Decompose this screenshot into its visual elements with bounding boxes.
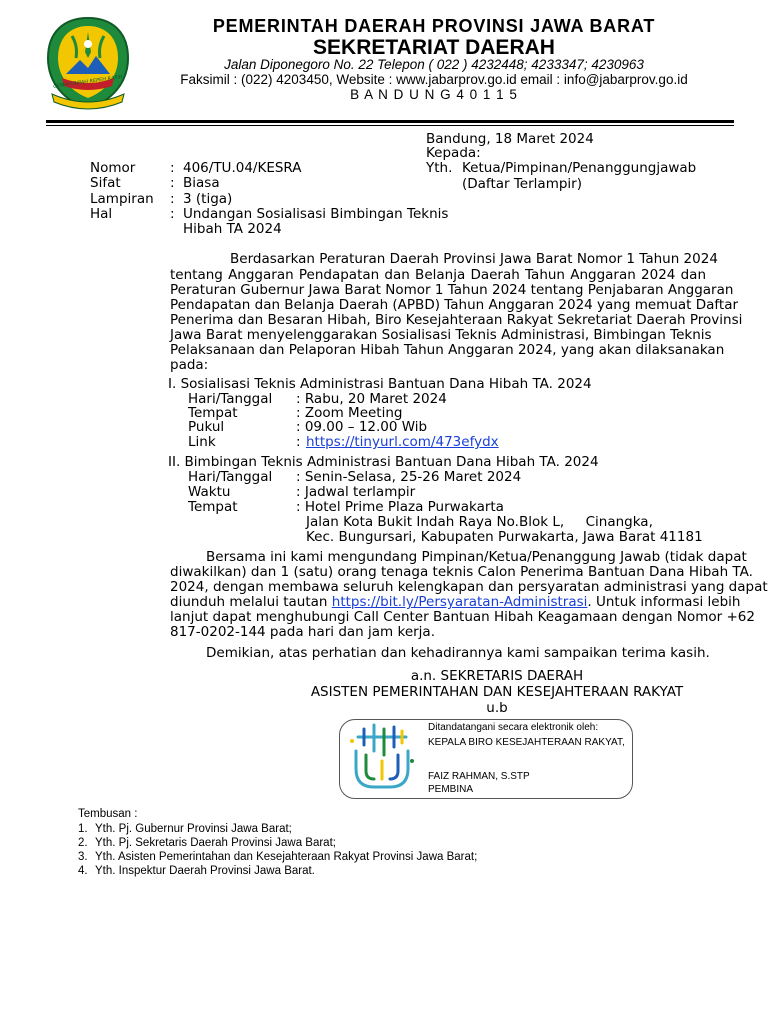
event-1-link-label: Link [188,434,216,450]
tembusan-item: Yth. Asisten Pemerintahan dan Kesejahteraan Rakyat Provinsi Jawa Barat; [95,851,478,863]
body-paragraph-1-line: Pendapatan dan Belanja Daerah (APBD) Tahun Anggaran 2024 yang memuat Daftar [170,297,739,313]
meta-label-nomor: Nomor [90,160,136,176]
esign-note: Ditandatangani secara elektronik oleh: [428,722,599,733]
tembusan-number: 1. [78,823,88,835]
signer-rank: PEMBINA [428,784,474,795]
body-paragraph-2-line: Bersama ini kami mengundang Pimpinan/Ketua/Penanggung Jawab (tidak dapat [206,549,747,565]
e-signature-qr-icon [344,721,420,795]
secretariat-name: SEKRETARIAT DAERAH [313,36,555,59]
event-2-value: : Hotel Prime Plaza Purwakarta [296,499,504,515]
body-paragraph-2-line: 2024, dengan membawa seluruh kelengkapan dan persyaratan administrasi yang dapat [170,579,768,595]
event-2-title: II. Bimbingan Teknis Administrasi Bantuan Dana Hibah TA. 2024 [168,454,599,470]
office-city: B A N D U N G 4 0 1 1 5 [350,87,518,102]
header-rule-thick [46,120,734,123]
signature-an: a.n. SEKRETARIS DAERAH [410,668,584,684]
meta-colon: : [170,191,175,207]
tembusan-number: 4. [78,865,88,877]
tembusan-item: Yth. Inspektur Daerah Provinsi Jawa Barat. [95,865,315,877]
closing-sentence: Demikian, atas perhatian dan kehadirannya kami sampaikan terima kasih. [206,645,710,661]
tembusan-item: Yth. Pj. Sekretaris Daerah Provinsi Jawa Barat; [95,837,336,849]
tembusan-number: 3. [78,851,88,863]
body-paragraph-1-line: Pelaksanaan dan Pelaporan Hibah Tahun Anggaran 2024, yang akan dilaksanakan [170,342,725,358]
letter-date: Bandung, 18 Maret 2024 [426,131,594,147]
event-1-link-colon: : [296,434,301,450]
event-2-label: Tempat [188,499,238,515]
logo-motto: GEMAH RIPAH REPEH RAPIH [52,74,124,90]
body-paragraph-1-line: Penerima dan Besaran Hibah, Biro Kesejahteraan Rakyat Sekretariat Daerah Provinsi [170,312,743,328]
tembusan-number: 2. [78,837,88,849]
requirements-link[interactable]: https://bit.ly/Persyaratan-Administrasi [331,594,588,610]
meta-colon: : [170,206,175,222]
recipient-name: Ketua/Pimpinan/Penanggungjawab [462,160,697,176]
signer-position: KEPALA BIRO KESEJAHTERAAN RAKYAT, [428,737,625,748]
government-name: PEMERINTAH DAERAH PROVINSI JAWA BARAT [212,16,656,36]
event-2-label: Hari/Tanggal [188,469,273,485]
event-1-value: : 09.00 – 12.00 Wib [296,419,428,435]
meta-colon: : [170,175,175,191]
event-2-value: : Jadwal terlampir [296,484,416,500]
event-1-title: I. Sosialisasi Teknis Administrasi Bantuan Dana Hibah TA. 2024 [168,376,592,392]
body-paragraph-1-line: pada: [170,357,209,373]
body-text: . Untuk informasi lebih [587,594,741,610]
body-text: diunduh melalui tautan [170,594,332,610]
meta-value-lampiran: 3 (tiga) [183,191,233,207]
body-paragraph-2-line [170,594,741,610]
event-2-label: Waktu [188,484,231,500]
kepada-label: Kepada: [426,145,481,161]
tembusan-title: Tembusan : [78,808,138,820]
body-paragraph-1-line: Berdasarkan Peraturan Daerah Provinsi Jawa Barat Nomor 1 Tahun 2024 [230,251,718,267]
body-paragraph-1-line: tentang Anggaran Pendapatan dan Belanja Daerah Tahun Anggaran 2024 dan [170,267,706,283]
office-contact: Faksimil : (022) 4203450, Website : www.jabarprov.go.id email : info@jabarprov.go.id [180,72,688,87]
signature-office: ASISTEN PEMERINTAHAN DAN KESEJAHTERAAN RAKYAT [310,684,684,700]
signature-ub: u.b [486,700,508,716]
zoom-meeting-link[interactable]: https://tinyurl.com/473efydx [306,434,499,450]
meta-value-sifat: Biasa [183,175,220,191]
venue-address-line-2: Kec. Bungursari, Kabupaten Purwakarta, Jawa Barat 41181 [306,529,703,545]
body-paragraph-2-line: lanjut dapat menghubungi Call Center Bantuan Hibah Keagamaan dengan Nomor +62 [170,609,755,625]
header-rule-thin [46,125,734,126]
body-paragraph-2-line: diwakilkan) dan 1 (satu) orang tenaga teknis Calon Penerima Bantuan Dana Hibah TA. [170,564,753,580]
meta-label-sifat: Sifat [90,175,121,191]
meta-value-hal: Undangan Sosialisasi Bimbingan Teknis [183,206,449,222]
recipient-note: (Daftar Terlampir) [462,176,582,192]
meta-colon: : [170,160,175,176]
venue-address-line-1: Jalan Kota Bukit Indah Raya No.Blok L, Cinangka, [306,514,653,530]
event-1-value: : Rabu, 20 Maret 2024 [296,391,447,407]
meta-value-nomor: 406/TU.04/KESRA [183,160,302,176]
tembusan-item: Yth. Pj. Gubernur Provinsi Jawa Barat; [95,823,292,835]
body-paragraph-1-line: Jawa Barat menyelenggarakan Sosialisasi Teknis Administrasi, Bimbingan Teknis [170,327,712,343]
office-address: Jalan Diponegoro No. 22 Telepon ( 022 ) 4232448; 4233347; 4230963 [224,57,644,72]
event-1-label: Pukul [188,419,225,435]
signer-name: FAIZ RAHMAN, S.STP [428,771,530,782]
meta-label-lampiran: Lampiran [90,191,154,207]
body-paragraph-2-line: 817-0202-144 pada hari dan jam kerja. [170,624,435,640]
event-1-value: : Zoom Meeting [296,405,403,421]
event-2-value: : Senin-Selasa, 25-26 Maret 2024 [296,469,522,485]
event-1-label: Tempat [188,405,238,421]
meta-label-hal: Hal [90,206,113,222]
yth-label: Yth. [426,160,453,176]
body-paragraph-1-line: Peraturan Gubernur Jawa Barat Nomor 1 Tahun 2024 tentang Penjabaran Anggaran [170,282,734,298]
event-1-label: Hari/Tanggal [188,391,273,407]
meta-value-hal-cont: Hibah TA 2024 [183,221,282,237]
